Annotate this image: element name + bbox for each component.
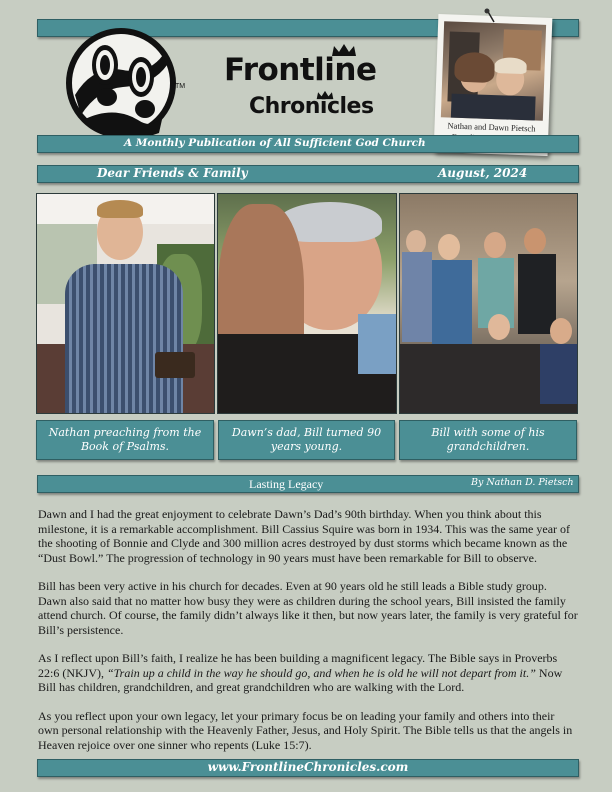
caption-photo-2-text: Dawn’s dad, Bill turned 90 years young. xyxy=(231,426,382,453)
caption-photo-3-text: Bill with some of his grandchildren. xyxy=(431,426,545,453)
article-paragraph-3-intro: As I reflect upon Bill’s faith, I realize he has been building a magnificent legacy. The Bible says in Proverbs 22:6 (NKJV), xyxy=(38,651,558,680)
polaroid-caption-line1: Nathan and Dawn Pietsch xyxy=(447,120,536,134)
scripture-quote: “Train up a child in the way he should go, and when he is old he will not depart from it.” xyxy=(107,665,536,680)
publication-subtitle: A Monthly Publication of All Sufficient God Church xyxy=(124,137,426,149)
article-paragraph-3-end: Now Bill has children, grandchildren, and great grandchildren who are walking with the Lord. xyxy=(38,665,563,694)
pushpin-icon xyxy=(484,8,498,26)
missionaries-photo xyxy=(441,21,546,121)
photo-nathan-preaching xyxy=(36,193,215,414)
article-title-bar xyxy=(37,475,579,493)
article-byline: By Nathan D. Pietsch xyxy=(471,477,574,488)
footer-bar xyxy=(37,759,579,777)
greeting-bar xyxy=(37,165,579,183)
article-paragraph-4: As you reflect upon your own legacy, let your primary focus be on leading your family and others into their own personal relationship with the Heavenly Father, Jesus, and Holy Spirit. The Bible tells us that the angels in Heaven rejoice over one sinner who repents (Luke 15:7). xyxy=(38,708,573,752)
article-title: Lasting Legacy xyxy=(249,477,324,491)
article-body xyxy=(38,507,578,766)
caption-photo-3 xyxy=(399,420,577,460)
masthead-title-chronicles: Chronicles xyxy=(249,94,374,119)
caption-photo-2 xyxy=(218,420,395,460)
trademark-mark: TM xyxy=(175,83,186,90)
issue-date: August, 2024 xyxy=(438,166,528,180)
footprints-globe-logo xyxy=(63,25,186,150)
greeting-text: Dear Friends & Family xyxy=(97,166,248,180)
photo-bill-grandchildren xyxy=(399,193,578,414)
masthead-title-frontline: Frontline xyxy=(224,52,377,88)
article-paragraph-2: Bill has been very active in his church for decades. Even at 90 years old he still leads a Bible study group. Dawn also said that no matter how busy they were as children during the school years, Bill insisted the family attend church. Of course, the family didn’t always like it then, but now years later, the family is very grateful for Bill’s persistence. xyxy=(38,579,578,637)
footer-website-link[interactable]: www.FrontlineChronicles.com xyxy=(207,760,409,774)
article-paragraph-3 xyxy=(38,651,578,695)
caption-photo-1 xyxy=(36,420,214,460)
photo-bill-birthday xyxy=(217,193,397,414)
caption-photo-1-text: Nathan preaching from the Book of Psalms. xyxy=(48,426,202,453)
article-paragraph-1: Dawn and I had the great enjoyment to celebrate Dawn’s Dad’s 90th birthday. When you think about this milestone, it is a remarkable accomplishment. Bill Cassius Squire was born in 1934. This was the same year of the shooting of Bonnie and Clyde and 300 million acres destroyed by dust storms which became known as the “Dust Bowl.” The progression of technology in 90 years must have been remarkable for Bill to observe. xyxy=(38,507,571,565)
subtitle-bar xyxy=(37,135,579,153)
